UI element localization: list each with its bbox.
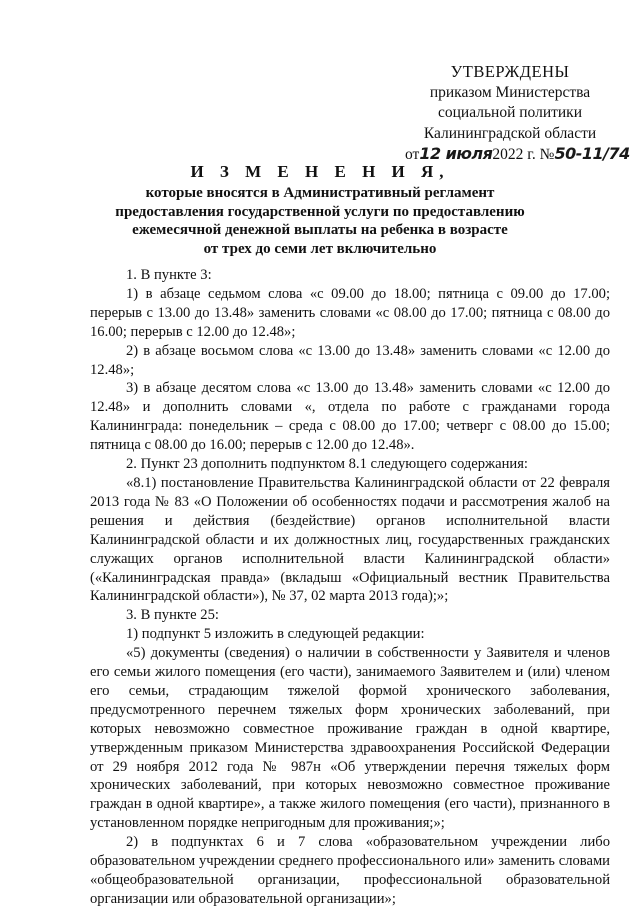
paragraph-item-1: 1. В пункте 3:: [126, 267, 212, 283]
paragraph-subitem-1-2: 2) в абзаце восьмом слова «с 13.00 до 13.48» заменить словами «с 12.00 до 12.48»;: [90, 342, 610, 378]
paragraph-subitem-1-3: 3) в абзаце десятом слова «с 13.00 до 13.48» заменить словами «с 12.00 до 12.48» и дополнить словами «, отдела по работе с гражданами города Калининграда: понедельник – среда с 08.00 до 17.00; четверг с 08.00 до 15.00; пятница с 08.00 до 16.00; перерыв с 12.00 до 12.48».: [90, 380, 610, 454]
approval-title: УТВЕРЖДЕНЫ: [450, 62, 570, 81]
handwritten-number: 50-11/74: [554, 144, 630, 163]
approval-line-ministry: приказом Министерства: [429, 83, 591, 101]
paragraph-item-2: 2. Пункт 23 дополнить подпунктом 8.1 следующего содержания:: [126, 456, 528, 473]
document-body: [90, 266, 610, 909]
heading-line-1: которые вносятся в Административный регламент: [145, 185, 495, 201]
heading-title: И З М Е Н Е Н И Я,: [190, 162, 450, 181]
handwritten-date: 12 июля: [419, 144, 493, 163]
paragraph-subitem-3-1: 1) подпункт 5 изложить в следующей редакции:: [126, 626, 425, 643]
heading-line-4: от трех до семи лет включительно: [203, 240, 437, 257]
heading-line-3: ежемесячной денежной выплаты на ребенка в возрасте: [132, 222, 508, 238]
date-prefix: от: [405, 146, 420, 163]
paragraph-item-3: 3. В пункте 25:: [126, 607, 219, 624]
approval-stamp: [405, 62, 630, 166]
date-year: 2022 г. №: [492, 146, 555, 163]
heading-line-2: предоставления государственной услуги по предоставлению: [115, 203, 525, 220]
approval-line-region: Калининградской области: [423, 124, 597, 142]
document-heading: [80, 160, 560, 258]
paragraph-subitem-3-2: 2) в подпунктах 6 и 7 слова «образовательном учреждении либо образовательном учреждении среднего профессионального или» заменить словами «общеобразовательной организации, профессиональной образовательной организации или образовательной организации»;: [90, 834, 610, 907]
paragraph-quote-8-1: «8.1) постановление Правительства Калининградской области от 22 февраля 2013 года № 83 «О Положении об особенностях подачи и рассмотрения жалоб на решения и действия (бездействие) органов исполнительной власти Калининградской области и их должностных лиц, государственных гражданских служащих органов исполнительной власти Калининградской области» («Калининградская правда» (вкладыш «Официальный вестник Правительства Калининградской области»), № 37, 02 марта 2013 года);»;: [90, 474, 610, 605]
paragraph-quote-5: «5) документы (сведения) о наличии в собственности у Заявителя и членов его семьи жилого помещения (его части), занимаемого Заявителем и (или) членом его семьи, страдающим тяжелой формой хронического заболевания, предусмотренного перечнем тяжелых форм хронических заболеваний, при которых невозможно совместное проживание граждан в одной квартире, утвержденным приказом Министерства здравоохранения Российской Федерации от 29 ноября 2012 года № 987н «Об утверждении перечня тяжелых форм хронических заболеваний, при которых невозможно совместное проживание граждан в одной квартире», а также жилого помещения (его части), признанного в установленном порядке непригодным для проживания;»;: [90, 645, 610, 832]
approval-line-policy: социальной политики: [437, 104, 583, 121]
paragraph-subitem-1-1: 1) в абзаце седьмом слова «с 09.00 до 18.00; пятница с 09.00 до 17.00; перерыв с 13.00 до 13.48» заменить словами «с 08.00 до 17.00; пятница с 08.00 до 16.00; перерыв с 12.00 до 12.48»;: [90, 285, 610, 340]
